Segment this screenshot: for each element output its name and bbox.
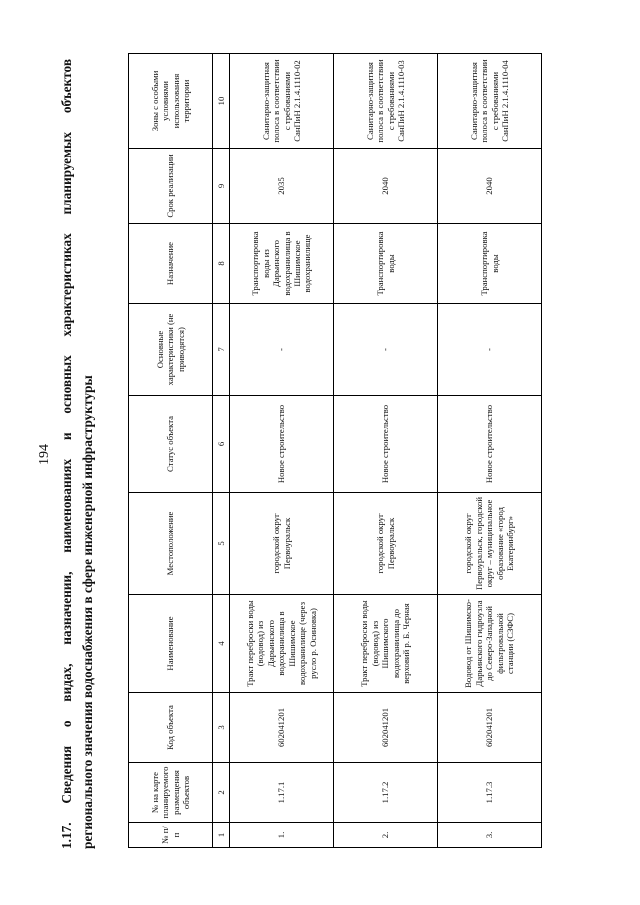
- object-purpose: Транспортировка воды из Дарьинского водохранилища в Шишимское водохранилище: [230, 224, 334, 304]
- column-number: 8: [213, 224, 230, 304]
- column-number: 1: [213, 823, 230, 848]
- header-row: [129, 54, 213, 848]
- title-line-1: 1.17. Сведения о видах, назначении, наименованиях и основных характеристиках планируемых объектов: [59, 59, 74, 849]
- row-number: 3.: [438, 823, 542, 848]
- objects-table: [128, 53, 542, 848]
- object-name: Тракт переброски воды (водовод) из Шишимского водохранилища до верховий р. Б. Черная: [334, 595, 438, 693]
- object-zones: Санитарно-защитная полоса в соответствии с требованиями СанПиН 2.1.4.1110-03: [334, 54, 438, 149]
- header-cell: Зоны с особыми условиями использования территории: [129, 54, 213, 149]
- header-cell: Основные характеристики (не приводятся): [129, 304, 213, 396]
- column-number: 6: [213, 396, 230, 493]
- row-number: 1.: [230, 823, 334, 848]
- column-number-row: [213, 54, 230, 848]
- object-name: Водовод от Шишимско-Дарьинского гидроузла до Северо-Западной фильтровальной станции (СЗФС): [438, 595, 542, 693]
- map-number: 1.17.1: [230, 763, 334, 823]
- object-characteristics: -: [438, 304, 542, 396]
- object-status: Новое строительство: [230, 396, 334, 493]
- object-name: Тракт переброски воды (водовод) из Дарьинского водохранилища в Шишимское водохранилище (через русло р. Осиновка): [230, 595, 334, 693]
- header-cell: Наименование: [129, 595, 213, 693]
- column-number: 10: [213, 54, 230, 149]
- header-cell: № на карте планируемого размещения объектов: [129, 763, 213, 823]
- header-cell: Код объекта: [129, 693, 213, 763]
- object-characteristics: -: [230, 304, 334, 396]
- section-title: [56, 59, 98, 849]
- table-row: [334, 54, 438, 848]
- column-number: 5: [213, 493, 230, 595]
- header-cell: Местоположение: [129, 493, 213, 595]
- page-number: 194: [37, 444, 52, 465]
- object-code: 602041201: [334, 693, 438, 763]
- object-term: 2040: [334, 149, 438, 224]
- header-cell: № п/п: [129, 823, 213, 848]
- header-cell: Назначение: [129, 224, 213, 304]
- column-number: 9: [213, 149, 230, 224]
- header-cell: Статус объекта: [129, 396, 213, 493]
- object-status: Новое строительство: [334, 396, 438, 493]
- column-number: 3: [213, 693, 230, 763]
- object-zones: Санитарно-защитная полоса в соответствии с требованиями СанПиН 2.1.4.1110-04: [438, 54, 542, 149]
- object-purpose: Транспортировка воды: [334, 224, 438, 304]
- object-characteristics: -: [334, 304, 438, 396]
- column-number: 7: [213, 304, 230, 396]
- object-location: городской округ Первоуральск: [334, 493, 438, 595]
- object-term: 2035: [230, 149, 334, 224]
- map-number: 1.17.2: [334, 763, 438, 823]
- header-cell: Срок реализации: [129, 149, 213, 224]
- row-number: 2.: [334, 823, 438, 848]
- title-line-2: регионального значения водоснабжения в сфере инженерной инфраструктуры: [80, 375, 95, 849]
- map-number: 1.17.3: [438, 763, 542, 823]
- object-zones: Санитарно-защитная полоса в соответствии с требованиями СанПиН 2.1.4.1110-02: [230, 54, 334, 149]
- object-purpose: Транспортировка воды: [438, 224, 542, 304]
- object-status: Новое строительство: [438, 396, 542, 493]
- object-location: городской округ Первоуральск: [230, 493, 334, 595]
- object-location: городской округ Первоуральск, городской округ – муниципальное образование «город Екатеринбург»: [438, 493, 542, 595]
- table-row: [230, 54, 334, 848]
- column-number: 4: [213, 595, 230, 693]
- object-term: 2040: [438, 149, 542, 224]
- object-code: 602041201: [438, 693, 542, 763]
- table-row: [438, 54, 542, 848]
- object-code: 602041201: [230, 693, 334, 763]
- column-number: 2: [213, 763, 230, 823]
